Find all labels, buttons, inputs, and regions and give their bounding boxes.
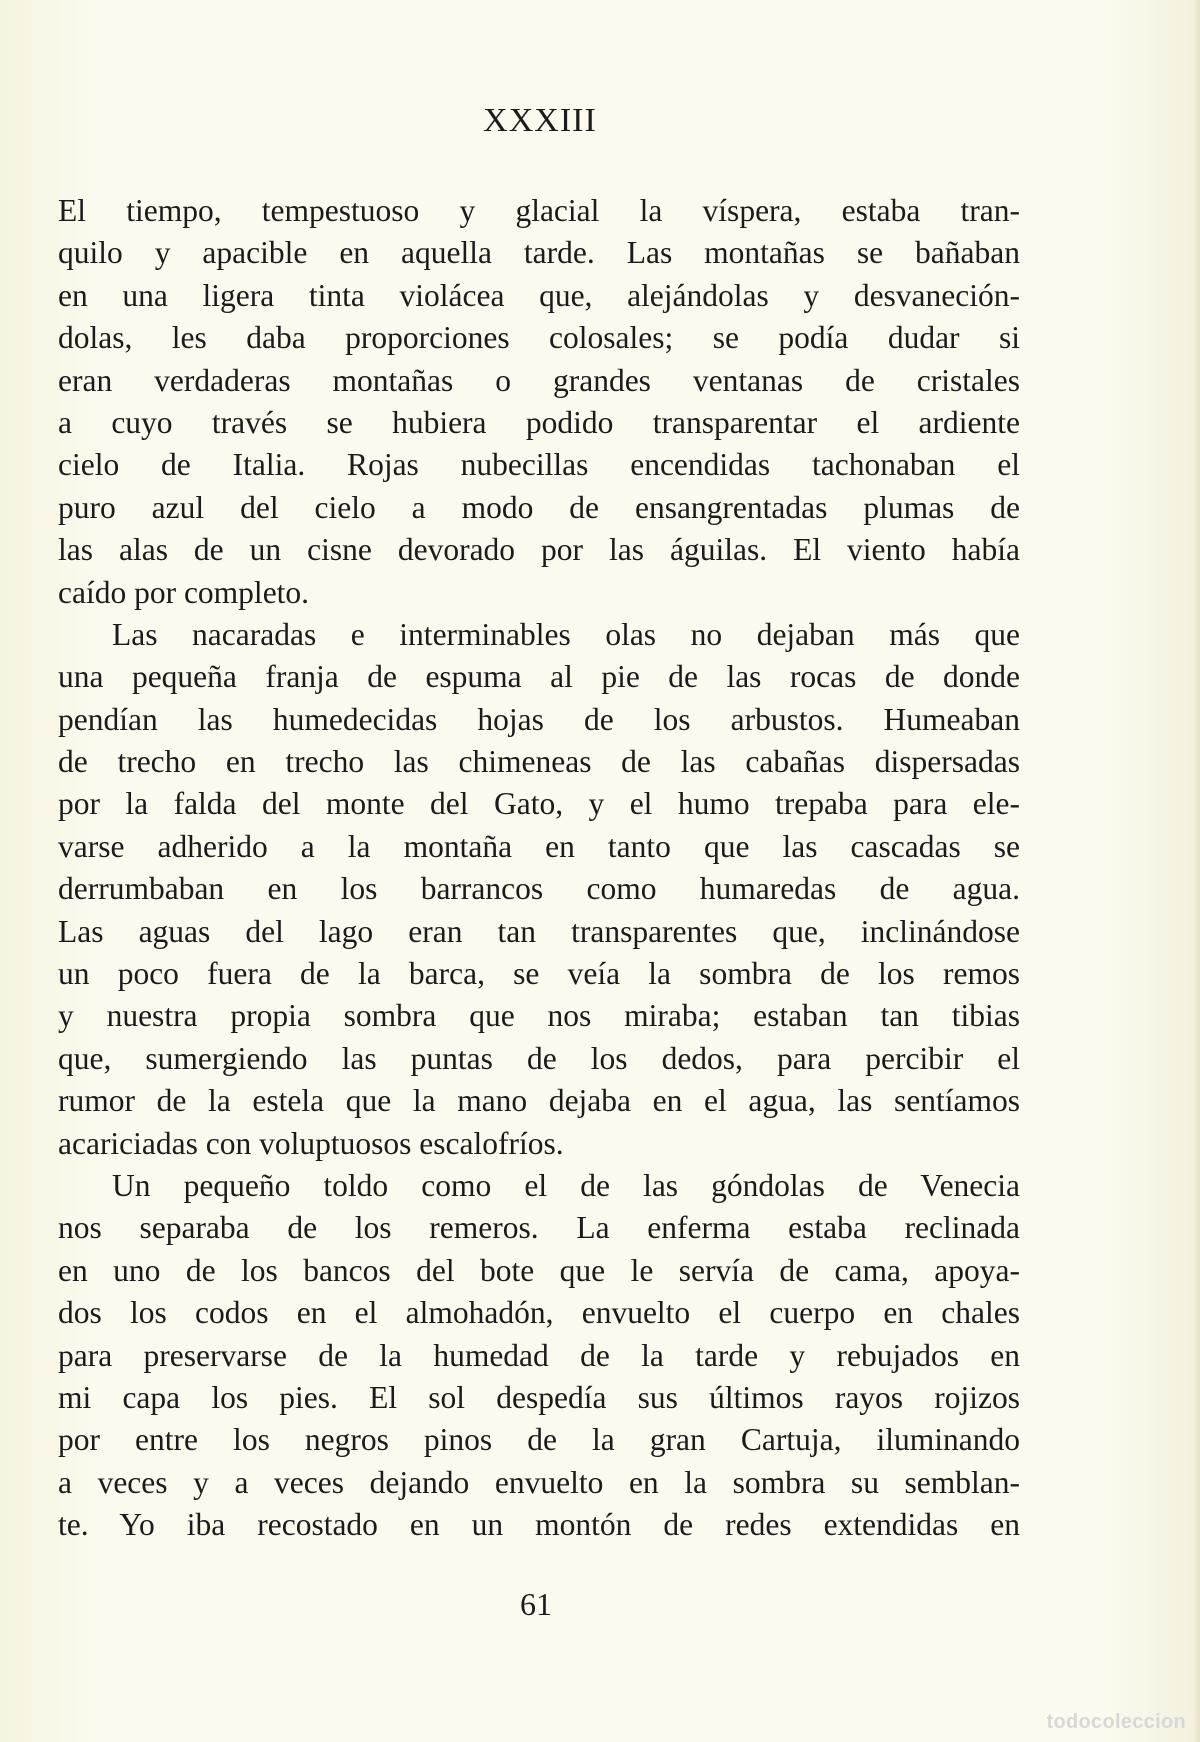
text-line: quilo y apacible en aquella tarde. Las montañas se bañaban (58, 235, 1020, 271)
text-line: El tiempo, tempestuoso y glacial la víspera, estaba tran- (58, 193, 1020, 228)
text-line: por la falda del monte del Gato, y el humo trepaba para ele- (58, 786, 1020, 822)
body-text (58, 190, 1020, 1547)
text-line: varse adherido a la montaña en tanto que las cascadas se (58, 828, 1020, 864)
page-number: 61 (520, 1586, 552, 1622)
text-line: eran verdaderas montañas o grandes ventanas de cristales (58, 362, 1020, 398)
text-line: un poco fuera de la barca, se veía la sombra de los remos (58, 956, 1020, 992)
text-line: de trecho en trecho las chimeneas de las cabañas dispersadas (58, 744, 1020, 780)
chapter-title: XXXIII (483, 102, 597, 139)
text-line: Las aguas del lago eran tan transparentes que, inclinándose (58, 913, 1020, 949)
text-line: y nuestra propia sombra que nos miraba; estaban tan tibias (58, 998, 1020, 1034)
paragraph-1 (58, 190, 1020, 614)
text-line: caído por completo. (58, 574, 310, 610)
text-line: puro azul del cielo a modo de ensangrentadas plumas de (58, 489, 1020, 525)
text-line: cielo de Italia. Rojas nubecillas encendidas tachonaban el (58, 447, 1020, 483)
text-line: Las nacaradas e interminables olas no dejaban más que (112, 616, 1020, 652)
text-line: las alas de un cisne devorado por las águilas. El viento había (58, 532, 1020, 568)
text-line: te. Yo iba recostado en un montón de redes extendidas en (58, 1507, 1020, 1543)
paragraph-2 (58, 614, 1020, 1165)
text-line: una pequeña franja de espuma al pie de las rocas de donde (58, 659, 1020, 695)
text-line: pendían las humedecidas hojas de los arbustos. Humeaban (58, 701, 1020, 737)
text-line: mi capa los pies. El sol despedía sus últimos rayos rojizos (58, 1379, 1020, 1415)
text-line: rumor de la estela que la mano dejaba en el agua, las sentíamos (58, 1083, 1020, 1119)
text-line: derrumbaban en los barrancos como humaredas de agua. (58, 871, 1020, 907)
text-line: nos separaba de los remeros. La enferma estaba reclinada (58, 1210, 1020, 1246)
text-line: dolas, les daba proporciones colosales; se podía dudar si (58, 320, 1020, 356)
text-line: a cuyo través se hubiera podido transparentar el ardiente (58, 404, 1020, 440)
page-edge (1194, 0, 1200, 1742)
text-line: Un pequeño toldo como el de las góndolas de Venecia (112, 1167, 1020, 1203)
text-line: para preservarse de la humedad de la tarde y rebujados en (58, 1337, 1020, 1373)
text-line: a veces y a veces dejando envuelto en la sombra su semblan- (58, 1464, 1020, 1500)
text-line: en uno de los bancos del bote que le servía de cama, apoya- (58, 1252, 1020, 1288)
paragraph-3 (58, 1165, 1020, 1547)
text-line: acariciadas con voluptuosos escalofríos. (58, 1125, 564, 1161)
text-line: que, sumergiendo las puntas de los dedos, para percibir el (58, 1040, 1020, 1076)
watermark: todocoleccion (1046, 1711, 1186, 1733)
text-line: por entre los negros pinos de la gran Cartuja, iluminando (58, 1422, 1020, 1458)
text-line: dos los codos en el almohadón, envuelto el cuerpo en chales (58, 1295, 1020, 1331)
text-line: en una ligera tinta violácea que, alejándolas y desvaneción- (58, 277, 1020, 313)
